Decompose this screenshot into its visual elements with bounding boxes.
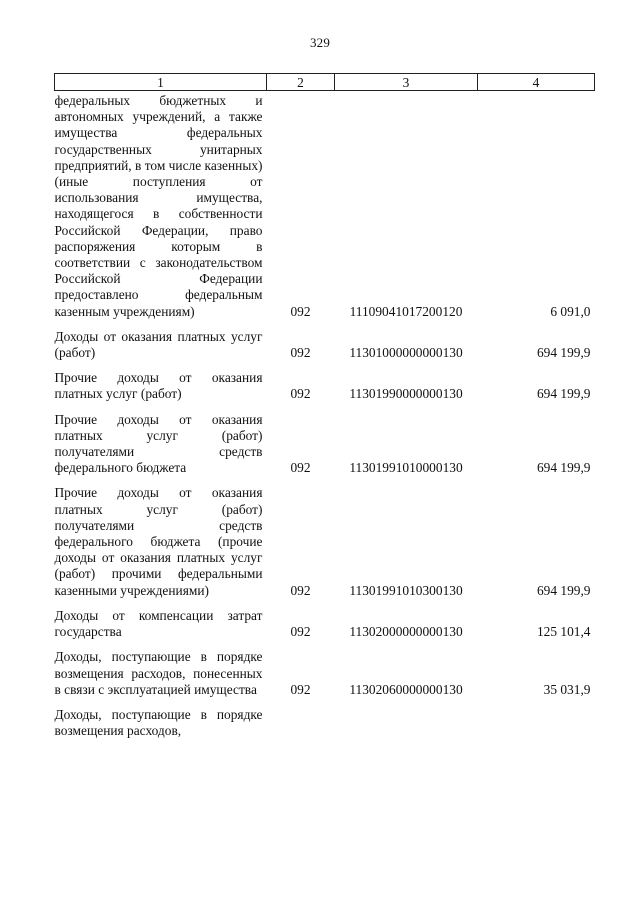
row-admin-code: 092 — [290, 303, 311, 319]
revenue-table — [54, 73, 595, 739]
row-description: федеральных бюджетных и автономных учреждений, а также имущества федеральных государственных унитарных предприятий, в том числе казенных) (иные поступления от использования имущества, находящегося в собственности Российской Федерации, право распоряжения которым в соответствии с законодательством Российской Федерации предоставлено федеральным казенным учреждениям) — [54, 93, 263, 319]
row-description: Доходы, поступающие в порядке возмещения расходов, — [54, 706, 263, 739]
row-budget-code: 11109041017200120 — [349, 303, 463, 319]
row-amount: 694 199,9 — [536, 582, 591, 598]
table-row — [55, 320, 595, 361]
column-header-4: 4 — [478, 74, 595, 91]
row-budget-code: 11302000000000130 — [349, 624, 463, 640]
row-admin-code — [267, 698, 335, 739]
table-row — [55, 698, 595, 739]
table-row — [55, 599, 595, 640]
row-description: Доходы от оказания платных услуг (работ) — [54, 328, 263, 361]
row-amount: 694 199,9 — [536, 386, 591, 402]
row-amount — [478, 698, 595, 739]
row-amount: 35 031,9 — [543, 681, 591, 697]
row-admin-code: 092 — [290, 624, 311, 640]
row-admin-code: 092 — [290, 386, 311, 402]
table-row — [55, 476, 595, 598]
row-admin-code: 092 — [290, 681, 311, 697]
row-amount: 125 101,4 — [536, 624, 591, 640]
row-budget-code: 11301990000000130 — [349, 386, 463, 402]
table-row — [55, 91, 595, 320]
column-header-1: 1 — [55, 74, 267, 91]
row-budget-code: 11301991010300130 — [349, 582, 463, 598]
row-description: Прочие доходы от оказания платных услуг (работ) — [54, 370, 263, 402]
row-amount: 694 199,9 — [536, 460, 591, 476]
row-description: Доходы, поступающие в порядке возмещения расходов, понесенных в связи с эксплуатацией имущества — [54, 649, 263, 697]
row-budget-code: 11302060000000130 — [349, 681, 463, 697]
column-header-2: 2 — [267, 74, 335, 91]
row-budget-code: 11301991010000130 — [349, 460, 463, 476]
table-body — [55, 91, 595, 740]
table-row — [55, 361, 595, 402]
revenue-table-container — [54, 73, 594, 739]
row-amount: 6 091,0 — [550, 303, 591, 319]
column-header-3: 3 — [335, 74, 478, 91]
row-admin-code: 092 — [290, 460, 311, 476]
row-amount: 694 199,9 — [536, 345, 591, 361]
row-budget-code: 11301000000000130 — [349, 345, 463, 361]
row-budget-code — [335, 698, 478, 739]
table-header — [55, 74, 595, 91]
row-description: Прочие доходы от оказания платных услуг (работ) получателями средств федерального бюджета (прочие доходы от оказания платных услуг (работ) прочими федеральными казенными учреждениями) — [54, 485, 263, 598]
header-row — [55, 74, 595, 91]
page-number: 329 — [309, 35, 331, 50]
row-admin-code: 092 — [290, 345, 311, 361]
row-description: Доходы от компенсации затрат государства — [54, 607, 263, 640]
table-row — [55, 640, 595, 698]
table-row — [55, 403, 595, 477]
row-admin-code: 092 — [290, 582, 311, 598]
row-description: Прочие доходы от оказания платных услуг (работ) получателями средств федерального бюджета — [54, 411, 263, 476]
